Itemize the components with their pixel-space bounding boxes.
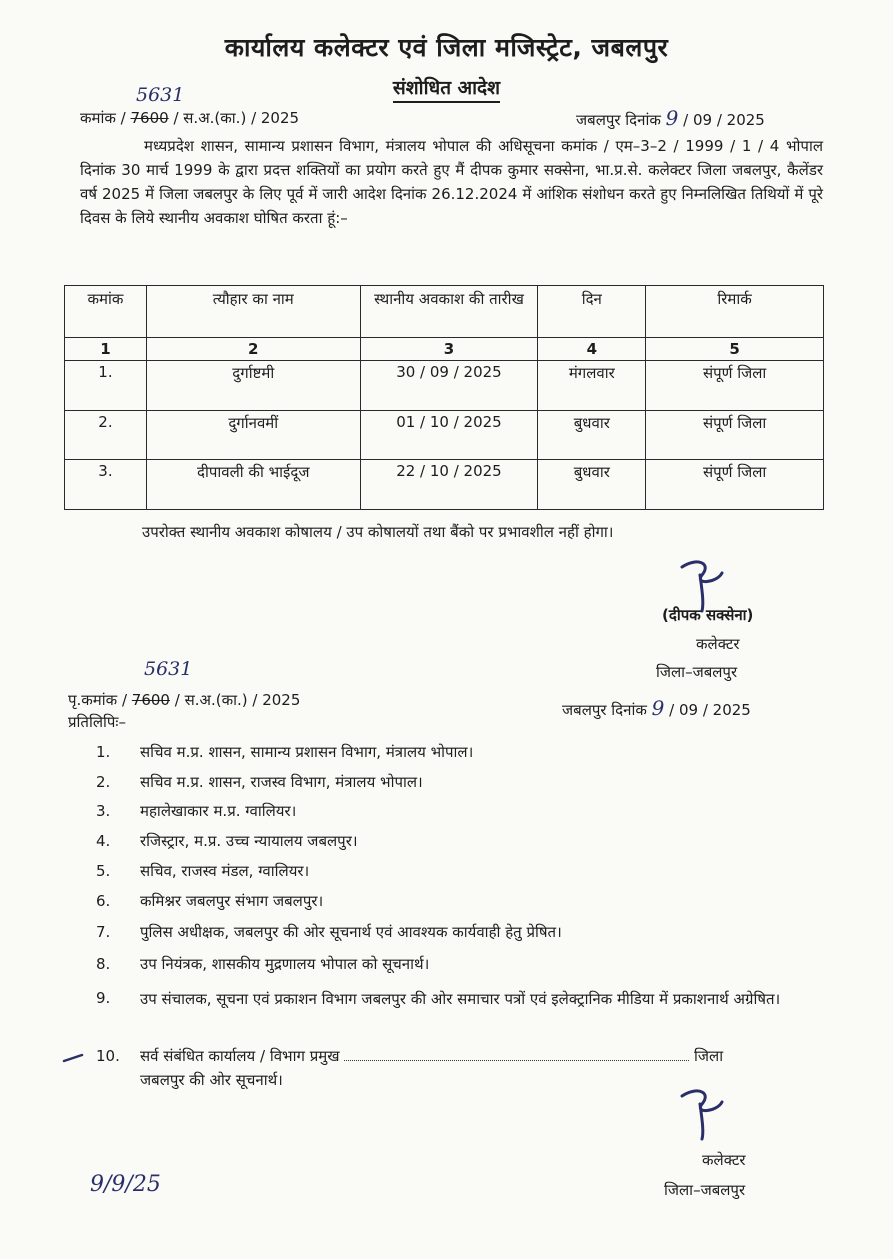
header-day: दिन: [538, 286, 646, 338]
list-number: 2.: [96, 773, 111, 791]
list-number: 7.: [96, 923, 111, 941]
list-number: 8.: [96, 955, 111, 973]
order-title-text: संशोधित आदेश: [393, 77, 500, 103]
list-item: [96, 799, 297, 823]
col-num: 3: [360, 338, 538, 361]
list-number: 3.: [96, 802, 111, 820]
list-text-part: जिला: [694, 1047, 724, 1065]
order-body-text: मध्यप्रदेश शासन, सामान्य प्रशासन विभाग, मंत्रालय भोपाल की अधिसूचना कमांक / एम–3–2 / 1999 / 1 / 4 भोपाल दिनांक 30 मार्च 1999 के द्वारा प्रदत्त शक्तियों का प्रयोग करते हुए मैं दीपक कुमार सक्सेना, भा.प्र.से. कलेक्टर जिला जबलपुर, कैलेंडर वर्ष 2025 में जिला जबलपुर के लिए पूर्व में जारी आदेश दिनांक 26.12.2024 में आंशिक संशोधन करते हुए निम्नलिखित तिथियों में पूरे दिवस के लिये स्थानीय अवकाश घोषित करता हूं:–: [80, 137, 823, 227]
cell-remark: संपूर्ण जिला: [646, 410, 824, 460]
cell-date: 01 / 10 / 2025: [360, 410, 538, 460]
cell-day: बुधवार: [538, 460, 646, 510]
endorsement-prefix: पृ.कमांक /: [68, 691, 128, 709]
endorsement-date-line: [562, 696, 751, 720]
list-item: [96, 889, 324, 913]
list-text: उप संचालक, सूचना एवं प्रकाशन विभाग जबलपुर की ओर समाचार पत्रों एवं इलेक्ट्रानिक मीडिया में प्रकाशनार्थ अग्रेषित।: [140, 990, 781, 1008]
table-row: [65, 410, 824, 460]
order-number-line: [80, 108, 299, 128]
cell-day: मंगलवार: [538, 361, 646, 411]
list-item: [96, 740, 474, 764]
list-text: सचिव, राजस्व मंडल, ग्वालियर।: [140, 862, 310, 880]
handwritten-endorsement-day: 9: [651, 696, 665, 720]
cell-date: 22 / 10 / 2025: [360, 460, 538, 510]
signatory-district-2: जिला–जबलपुर: [664, 1181, 746, 1199]
list-item: [96, 1044, 724, 1089]
cell-serial: 1.: [65, 361, 147, 411]
list-number: 9.: [96, 989, 111, 1007]
header-serial: कमांक: [65, 286, 147, 338]
cell-serial: 2.: [65, 410, 147, 460]
endorsement-number-line: [68, 690, 300, 710]
cell-festival: दुर्गानवमीं: [146, 410, 360, 460]
signatory-designation-2: कलेक्टर: [702, 1151, 746, 1169]
list-number: 5.: [96, 862, 111, 880]
order-prefix: कमांक /: [80, 109, 126, 127]
tick-mark: [62, 1052, 86, 1064]
order-title: [0, 74, 893, 100]
copy-to-label: प्रतिलिपिः–: [68, 713, 126, 731]
list-item: [96, 920, 562, 944]
list-text-part: जबलपुर की ओर सूचनार्थ।: [140, 1071, 283, 1089]
list-number: 6.: [96, 892, 111, 910]
list-text: रजिस्ट्रार, म.प्र. उच्च न्यायालय जबलपुर।: [140, 832, 358, 850]
table-row: [65, 361, 824, 411]
list-text: सचिव म.प्र. शासन, राजस्व विभाग, मंत्रालय भोपाल।: [140, 773, 423, 791]
handwritten-initial-date: 9/9/25: [90, 1172, 161, 1197]
cell-remark: संपूर्ण जिला: [646, 460, 824, 510]
handwritten-endorsement-number: 5631: [144, 658, 193, 680]
holiday-table: [64, 285, 824, 510]
list-text: महालेखाकार म.प्र. ग्वालियर।: [140, 802, 297, 820]
endorsement-date-label: जबलपुर दिनांक: [562, 701, 647, 719]
list-text: सचिव म.प्र. शासन, सामान्य प्रशासन विभाग, मंत्रालय भोपाल।: [140, 743, 474, 761]
handwritten-order-number: 5631: [136, 84, 185, 106]
list-number: 10.: [96, 1047, 120, 1065]
list-item: [96, 829, 358, 853]
list-text-part: सर्व संबंधित कार्यालय / विभाग प्रमुख: [140, 1047, 340, 1065]
header-date: स्थानीय अवकाश की तारीख: [360, 286, 538, 338]
column-number-row: [65, 338, 824, 361]
order-date-rest: / 09 / 2025: [683, 111, 765, 129]
order-suffix: / स.अ.(का.) / 2025: [173, 109, 300, 127]
list-item: [96, 952, 430, 976]
list-item: [96, 859, 310, 883]
signatory-name: (दीपक सक्सेना): [662, 606, 754, 624]
list-text: पुलिस अधीक्षक, जबलपुर की ओर सूचनार्थ एवं आवश्यक कार्यवाही हेतु प्रेषित।: [140, 923, 562, 941]
struck-endorsement-number: 7600: [131, 691, 170, 709]
col-num: 1: [65, 338, 147, 361]
table-row: [65, 460, 824, 510]
header-festival: त्यौहार का नाम: [146, 286, 360, 338]
cell-festival: दीपावली की भाईदूज: [146, 460, 360, 510]
office-title: कार्यालय कलेक्टर एवं जिला मजिस्ट्रेट, जबलपुर: [224, 33, 669, 62]
signatory-district: जिला–जबलपुर: [656, 663, 738, 681]
list-item: [96, 986, 781, 1010]
endorsement-date-rest: / 09 / 2025: [669, 701, 751, 719]
cell-festival: दुर्गाष्टमी: [146, 361, 360, 411]
header-remark: रिमार्क: [646, 286, 824, 338]
signatory-designation: कलेक्टर: [696, 635, 740, 653]
table-header-row: [65, 286, 824, 338]
list-number: 4.: [96, 832, 111, 850]
col-num: 2: [146, 338, 360, 361]
order-date-label: जबलपुर दिनांक: [576, 111, 661, 129]
struck-order-number: 7600: [130, 109, 169, 127]
list-number: 1.: [96, 743, 111, 761]
list-item: [96, 770, 423, 794]
cell-day: बुधवार: [538, 410, 646, 460]
applicability-note: उपरोक्त स्थानीय अवकाश कोषालय / उप कोषालयों तथा बैंको पर प्रभावशील नहीं होगा।: [142, 523, 614, 541]
cell-remark: संपूर्ण जिला: [646, 361, 824, 411]
order-date-line: [576, 106, 765, 130]
handwritten-date-day: 9: [665, 106, 679, 130]
cell-serial: 3.: [65, 460, 147, 510]
list-text: कमिश्नर जबलपुर संभाग जबलपुर।: [140, 892, 324, 910]
dotted-blank: [344, 1046, 689, 1061]
collector-signature-2: [672, 1082, 732, 1142]
cell-date: 30 / 09 / 2025: [360, 361, 538, 411]
list-text: उप नियंत्रक, शासकीय मुद्रणालय भोपाल को सूचनार्थ।: [140, 955, 430, 973]
col-num: 5: [646, 338, 824, 361]
col-num: 4: [538, 338, 646, 361]
endorsement-suffix: / स.अ.(का.) / 2025: [174, 691, 301, 709]
